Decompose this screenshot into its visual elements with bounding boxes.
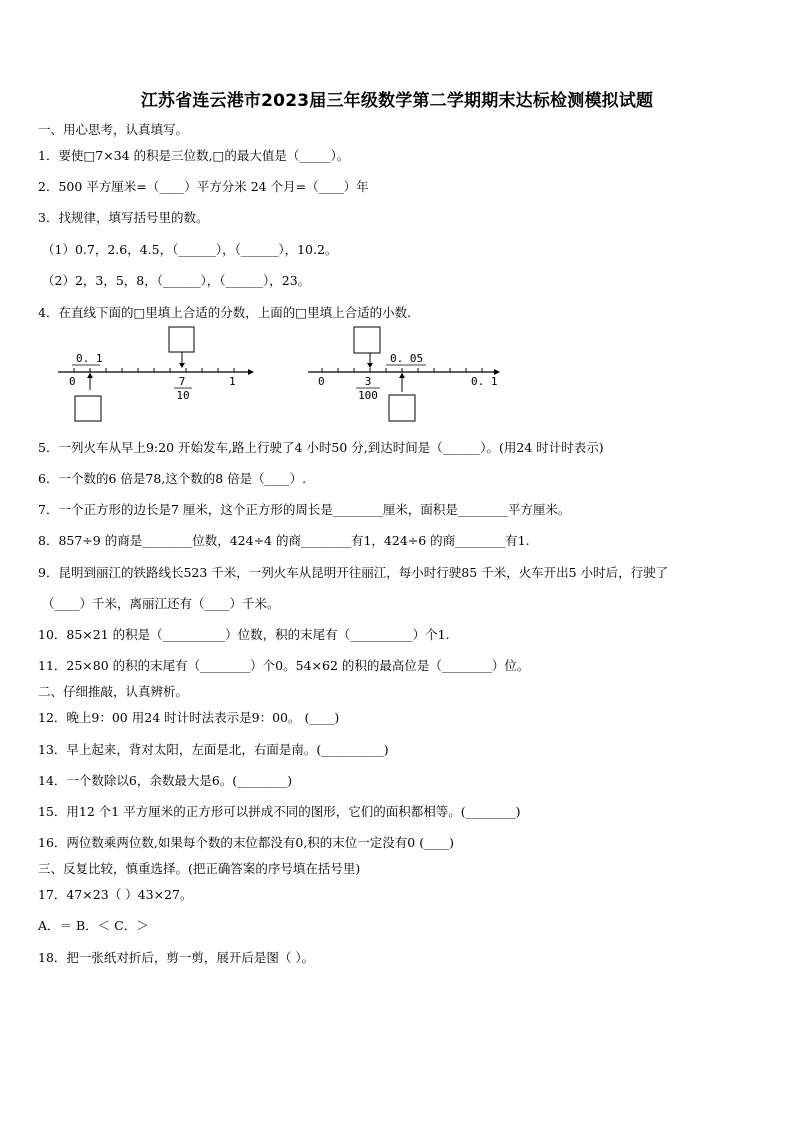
question-7: 7．一个正方形的边长是7 厘米，这个正方形的周长是________厘米，面积是________平方厘米。 — [38, 502, 571, 517]
question-13: 13．早上起来，背对太阳，左面是北，右面是南。(__________) — [38, 742, 389, 757]
page-title: 江苏省连云港市2023届三年级数学第二学期期末达标检测模拟试题 — [140, 91, 654, 111]
arrow-up-icon — [87, 373, 93, 378]
question-4: 4．在直线下面的□里填上合适的分数，上面的□里填上合适的小数. — [38, 305, 412, 320]
arrow-down-icon — [367, 363, 373, 368]
question-9-continued: （____）千米，离丽江还有（____）千米。 — [42, 596, 280, 611]
question-9: 9．昆明到丽江的铁路线长523 千米，一列火车从昆明开往丽江，每小时行驶85 千米，火车开出5 小时后，行驶了 — [38, 565, 669, 580]
question-2: 2．500 平方厘米=（____）平方分米 24 个月=（____）年 — [38, 179, 369, 194]
answer-box-bottom[interactable] — [75, 396, 101, 421]
question-3-part-2: （2）2，3，5，8，（______），（______），23。 — [42, 273, 311, 288]
question-3-part-1: （1）0.7，2.6，4.5，（______），（______），10.2。 — [42, 242, 338, 257]
number-line-2-top-label: 0. 05 — [390, 352, 424, 365]
fraction-numerator: 3 — [364, 375, 372, 388]
answer-box-top[interactable] — [354, 327, 380, 353]
question-1: 1．要使□7×34 的积是三位数,□的最大值是（_____）。 — [38, 148, 350, 163]
number-line-1-top-label: 0. 1 — [76, 352, 103, 365]
arrow-down-icon — [179, 363, 185, 368]
question-16: 16．两位数乘两位数,如果每个数的末位都没有0,积的末位一定没有0 (____) — [38, 835, 454, 850]
question-11: 11．25×80 的积的末尾有（________）个0。54×62 的积的最高位是（________）位。 — [38, 658, 530, 673]
tick-label-0: 0 — [69, 375, 76, 388]
section-2-heading: 二、仔细推敲，认真辨析。 — [38, 684, 189, 699]
ticks — [322, 368, 482, 372]
ticks — [74, 368, 234, 372]
question-3: 3．找规律，填写括号里的数。 — [38, 210, 209, 225]
arrow-up-icon — [399, 373, 405, 378]
question-10: 10．85×21 的积是（__________）位数，积的末尾有（__________）个1. — [38, 627, 450, 642]
question-6: 6．一个数的6 倍是78,这个数的8 倍是（____）. — [38, 471, 307, 486]
question-17-options: A．＝ B．＜ C．＞ — [38, 918, 149, 933]
fraction-denominator: 10 — [176, 389, 190, 402]
question-14: 14．一个数除以6，余数最大是6。(________) — [38, 773, 293, 788]
question-17: 17．47×23（ ）43×27。 — [38, 887, 193, 902]
section-1-heading: 一、用心思考，认真填写。 — [38, 122, 189, 137]
number-line-1 — [58, 322, 258, 436]
question-15: 15．用12 个1 平方厘米的正方形可以拼成不同的图形，它们的面积都相等。(________) — [38, 804, 521, 819]
tick-label-0: 0 — [318, 375, 325, 388]
fraction-denominator: 100 — [358, 389, 378, 402]
answer-box-bottom[interactable] — [389, 395, 415, 421]
tick-label-1: 1 — [229, 375, 236, 388]
question-8: 8．857÷9 的商是________位数，424÷4 的商________有1，424÷6 的商________有1. — [38, 533, 530, 548]
number-line-2 — [308, 322, 508, 436]
answer-box-top[interactable] — [169, 327, 194, 352]
question-18: 18．把一张纸对折后，剪一剪，展开后是图（ ）。 — [38, 950, 315, 965]
question-5: 5．一列火车从早上9:20 开始发车,路上行驶了4 小时50 分,到达时间是（______）。(用24 时计时表示) — [38, 440, 604, 455]
tick-label-end: 0. 1 — [471, 375, 498, 388]
fraction-numerator: 7 — [178, 375, 186, 388]
section-3-heading: 三、反复比较，慎重选择。(把正确答案的序号填在括号里) — [38, 861, 361, 876]
arrow-right-icon — [248, 369, 254, 375]
question-12: 12．晚上9：00 用24 时计时法表示是9：00。 (____) — [38, 710, 340, 725]
